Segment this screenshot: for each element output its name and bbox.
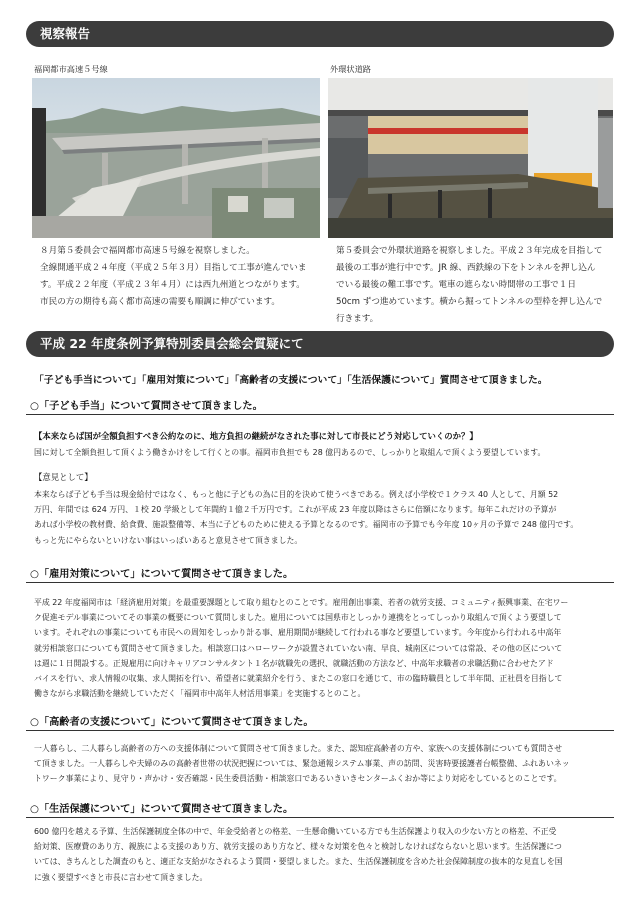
section-heading-employment bbox=[26, 565, 614, 583]
text-line: あれば小学校の教材費、給食費、施設整備等、本当に子どものために使える予算となるのです。福岡市の予算でも今年度 10ヶ月の予算で 248 億円です。 bbox=[34, 520, 579, 530]
employment-text bbox=[34, 595, 608, 701]
text-line: 最後の工事が進行中です。JR 線、西鉄線の下をトンネルを押し込ん bbox=[336, 263, 596, 273]
committee-header-title: 平成 22 年度条例予算特別委員会総会質疑にて bbox=[40, 336, 304, 351]
section-heading-child-allowance bbox=[26, 397, 614, 415]
committee-intro: 「子ども手当について」「雇用対策について」「高齢者の支援について」「生活保護について」質問させて頂きました。 bbox=[34, 375, 548, 386]
answer-text: 国に対して全額負担して頂くよう働きかけをして行くとの事。福岡市負担でも 28 億円あるので、しっかりと取組んで頂くよう要望しています。 bbox=[34, 448, 546, 457]
text-line: でいる最後の難工事です。電車の遮らない時間帯の工事で１日 bbox=[336, 280, 576, 290]
section-title: ○「生活保護について」について質問させて頂きました。 bbox=[30, 804, 294, 815]
text-line: に強く要望すべきと市長に言わせて頂きました。 bbox=[34, 872, 208, 882]
expressway-photo bbox=[32, 78, 320, 238]
text-line: 市民の方の期待も高く都市高速の需要も順調に伸びています。 bbox=[40, 297, 280, 307]
inspection-header-title: 視察報告 bbox=[40, 26, 91, 41]
text-line: バイスを行い、求人情報の収集、求人開拓を行い、希望者に就業紹介を行う、またこの窓口を通じて、市の臨時職員として半年間、正社員を目指して bbox=[34, 674, 563, 684]
section-title: ○「子ども手当」について質問させて頂きました。 bbox=[30, 401, 263, 412]
text-line: トワーク事業により、見守り・声かけ・安否確認・民生委員活動・相談窓口であるいきいきセンターふくおか等により対応をしているとのことです。 bbox=[34, 774, 562, 784]
right-photo-caption: 外環状道路 bbox=[330, 64, 371, 74]
section-heading-welfare bbox=[26, 800, 614, 818]
text-line: 働きながら求職活動を継続していただく「福岡市中高年人材活用事業」を実施するとのこと。 bbox=[34, 689, 366, 699]
text-line: もっと先にやらないといけない事はいっぱいあると意見させて頂きました。 bbox=[34, 535, 303, 545]
text-line: 行きます。 bbox=[336, 314, 379, 324]
committee-header-bar bbox=[26, 331, 614, 357]
text-line: 本来ならば子ども手当は現金給付ではなく、もっと他に子どもの為に目的を決めて使うべきである。例えば小学校で１クラス 40 人として、月額 52 bbox=[34, 490, 559, 499]
divider bbox=[26, 414, 614, 416]
opinion-label: 【意見として】 bbox=[34, 472, 93, 482]
text-line: 給対策、医療費のあり方、親族による支援のあり方、就労支援のあり方など、様々な対策を色々と検討しなければならないと思います。生活保護につ bbox=[34, 842, 562, 852]
left-report-text bbox=[40, 243, 306, 311]
divider bbox=[26, 582, 614, 584]
tunnel-construction-photo bbox=[328, 78, 613, 238]
section-title: ○「高齢者の支援について」について質問させて頂きました。 bbox=[30, 717, 314, 728]
text-line: 600 億円を越える予算、生活保護制度全体の中で、年金受給者との格差、一生懸命働いている方でも生活保護より収入の少ない方との格差、不正受 bbox=[34, 827, 557, 836]
text-line: は週に１日開設する。正規雇用に向けキャリアコンサルタント１名が就職先の選択、就職活動の方法など、中高年求職者の求職活動に合わせたアド bbox=[34, 658, 554, 668]
text-line: 第５委員会で外環状道路を視察しました。平成２３年完成を目指して bbox=[336, 246, 603, 256]
section-title: ○「雇用対策について」について質問させて頂きました。 bbox=[30, 569, 294, 580]
divider bbox=[26, 817, 614, 819]
text-line: す。平成２２年度（平成２３年４月）には西九州道とつながります。 bbox=[40, 280, 305, 290]
elderly-support-text bbox=[34, 741, 608, 787]
question-text: 【本来ならば国が全額負担すべき公約なのに、地方負担の継続がなされた事に対して市長にどう対応していくのか？】 bbox=[34, 431, 478, 441]
text-line: 就労相談窓口についても質問させて頂きました。相談窓口はハローワークが設置されていない南、早良、城南区については常設、その他の区について bbox=[34, 643, 563, 653]
section-heading-elderly-support bbox=[26, 713, 614, 731]
inspection-header-bar bbox=[26, 21, 614, 47]
text-line: いては、きちんとした調査のもと、適正な支給がなされるよう質問・要望しました。また、生活保護制度を含めた社会保障制度の抜本的な見直しを国 bbox=[34, 857, 563, 867]
left-photo-caption: 福岡都市高速５号線 bbox=[34, 64, 108, 74]
opinion-text bbox=[34, 487, 608, 548]
right-report-text bbox=[336, 243, 602, 328]
text-line: 全線開通平成２４年度（平成２５年３月）目指して工事が進んでいま bbox=[40, 263, 307, 273]
text-line: 一人暮らし、二人暮らし高齢者の方への支援体制について質問させて頂きました。また、認知症高齢者の方や、家族への支援体制についても質問させ bbox=[34, 744, 563, 753]
text-line: ク促進モデル事業についてその事業の概要について質問しました。雇用については国県市としっかり連携をとってしっかり取組んで頂くよう要望して bbox=[34, 613, 562, 623]
text-line: います。それぞれの事業についても市民への周知をしっかり計る事、雇用期間が継続して行われる事など要望しています。今年度から行われる中高年 bbox=[34, 628, 562, 638]
text-line: ８月第５委員会で福岡都市高速５号線を視察しました。 bbox=[40, 246, 255, 256]
text-line: て頂きました。一人暮らしや夫婦のみの高齢者世帯の状況把握については、緊急通報システム事業、声の訪問、災害時要援護者台帳整備、ふれあいネッ bbox=[34, 759, 570, 769]
welfare-text bbox=[34, 824, 608, 885]
text-line: 平成 22 年度福岡市は「経済雇用対策」を最重要課題として取り組むとのことです。雇用創出事業、若者の就労支援、コミュニティ振興事業、在宅ワー bbox=[34, 598, 569, 607]
text-line: 万円、年間では 624 万円、１校 20 学級として年間約１億２千万円です。これが平成 23 年度以降はさらに倍額になります。毎年これだけの予算が bbox=[34, 505, 557, 515]
divider bbox=[26, 730, 614, 732]
text-line: 50cm ずつ進めています。横から掘ってトンネルの型枠を押し込んで bbox=[336, 297, 603, 307]
